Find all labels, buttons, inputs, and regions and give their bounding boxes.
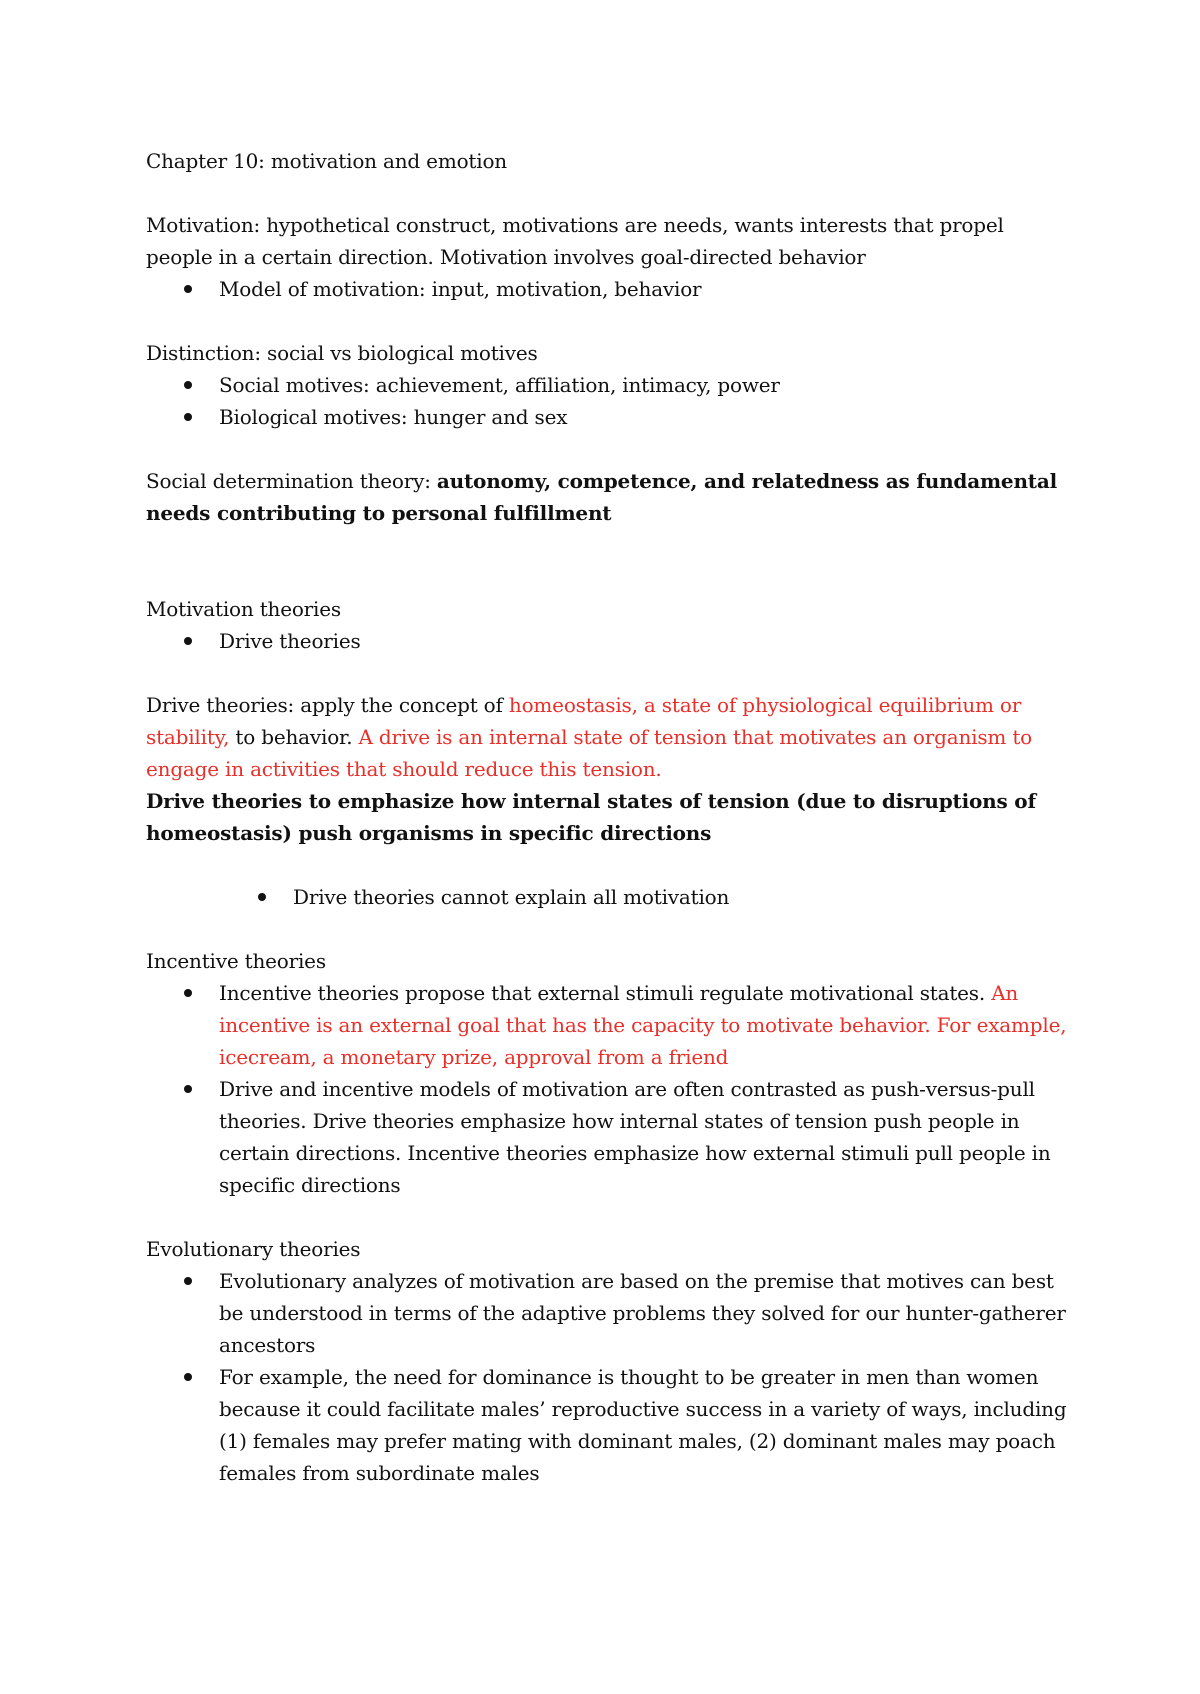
motivation-theories-heading: Motivation theories: [146, 597, 341, 621]
list-item: Biological motives: hunger and sex: [146, 401, 1076, 433]
drive-theories-bold-paragraph: Drive theories to emphasize how internal states of tension (due to disruptions of homeostasis) push organisms in specific directions: [146, 789, 1036, 845]
incentive-text: Incentive theories propose that external stimuli regulate motivational states.: [219, 981, 992, 1005]
incentive-theories-bullets: [146, 977, 1076, 1201]
drive-text-1: Drive theories: apply the concept of: [146, 693, 509, 717]
sdt-bold-text: autonomy, competence, and relatedness as fundamental needs contributing to personal fulfillment: [146, 469, 1057, 525]
drive-theories-paragraph: [146, 689, 1076, 785]
chapter-title: Chapter 10: motivation and emotion: [146, 149, 507, 173]
list-item: Evolutionary analyzes of motivation are based on the premise that motives can best be understood in terms of the adaptive problems they solved for our hunter-gatherer ancestors: [146, 1265, 1076, 1361]
list-item: For example, the need for dominance is thought to be greater in men than women because it could facilitate males’ reproductive success in a variety of ways, including (1) females may prefer mating with dominant males, (2) dominant males may poach females from subordinate males: [146, 1361, 1076, 1489]
document-page: [146, 145, 1076, 1489]
drive-red-text-1: homeostasis, a state of physiological equilibrium or stability,: [146, 693, 1022, 749]
evolutionary-theories-bullets: [146, 1265, 1076, 1489]
drive-theories-bullets: [146, 881, 1076, 913]
list-item: [146, 977, 1076, 1073]
list-item: Model of motivation: input, motivation, behavior: [146, 273, 1076, 305]
list-item: Social motives: achievement, affiliation, intimacy, power: [146, 369, 1076, 401]
motivation-bullets: [146, 273, 1076, 305]
distinction-bullets: [146, 369, 1076, 433]
motivation-definition: Motivation: hypothetical construct, motivations are needs, wants interests that propel people in a certain direction. Motivation involves goal-directed behavior: [146, 213, 1004, 269]
list-item: Drive theories cannot explain all motivation: [146, 881, 1076, 913]
sdt-paragraph: [146, 465, 1076, 529]
drive-red-text-2: A drive is an internal state of tension that motivates an organism to engage in activities that should reduce this tension.: [146, 725, 1033, 781]
drive-text-2: to behavior.: [229, 725, 359, 749]
list-item: Drive theories: [146, 625, 1076, 657]
motivation-theories-bullets: [146, 625, 1076, 657]
evolutionary-theories-heading: Evolutionary theories: [146, 1237, 361, 1261]
list-item: Drive and incentive models of motivation are often contrasted as push-versus-pull theories. Drive theories emphasize how internal states of tension push people in certain directions. Incentive theories emphasize how external stimuli pull people in specific directions: [146, 1073, 1076, 1201]
incentive-theories-heading: Incentive theories: [146, 949, 326, 973]
sdt-label: Social determination theory:: [146, 469, 437, 493]
incentive-red-text: An incentive is an external goal that has the capacity to motivate behavior. For example, icecream, a monetary prize, approval from a friend: [219, 981, 1067, 1069]
distinction-heading: Distinction: social vs biological motives: [146, 341, 538, 365]
